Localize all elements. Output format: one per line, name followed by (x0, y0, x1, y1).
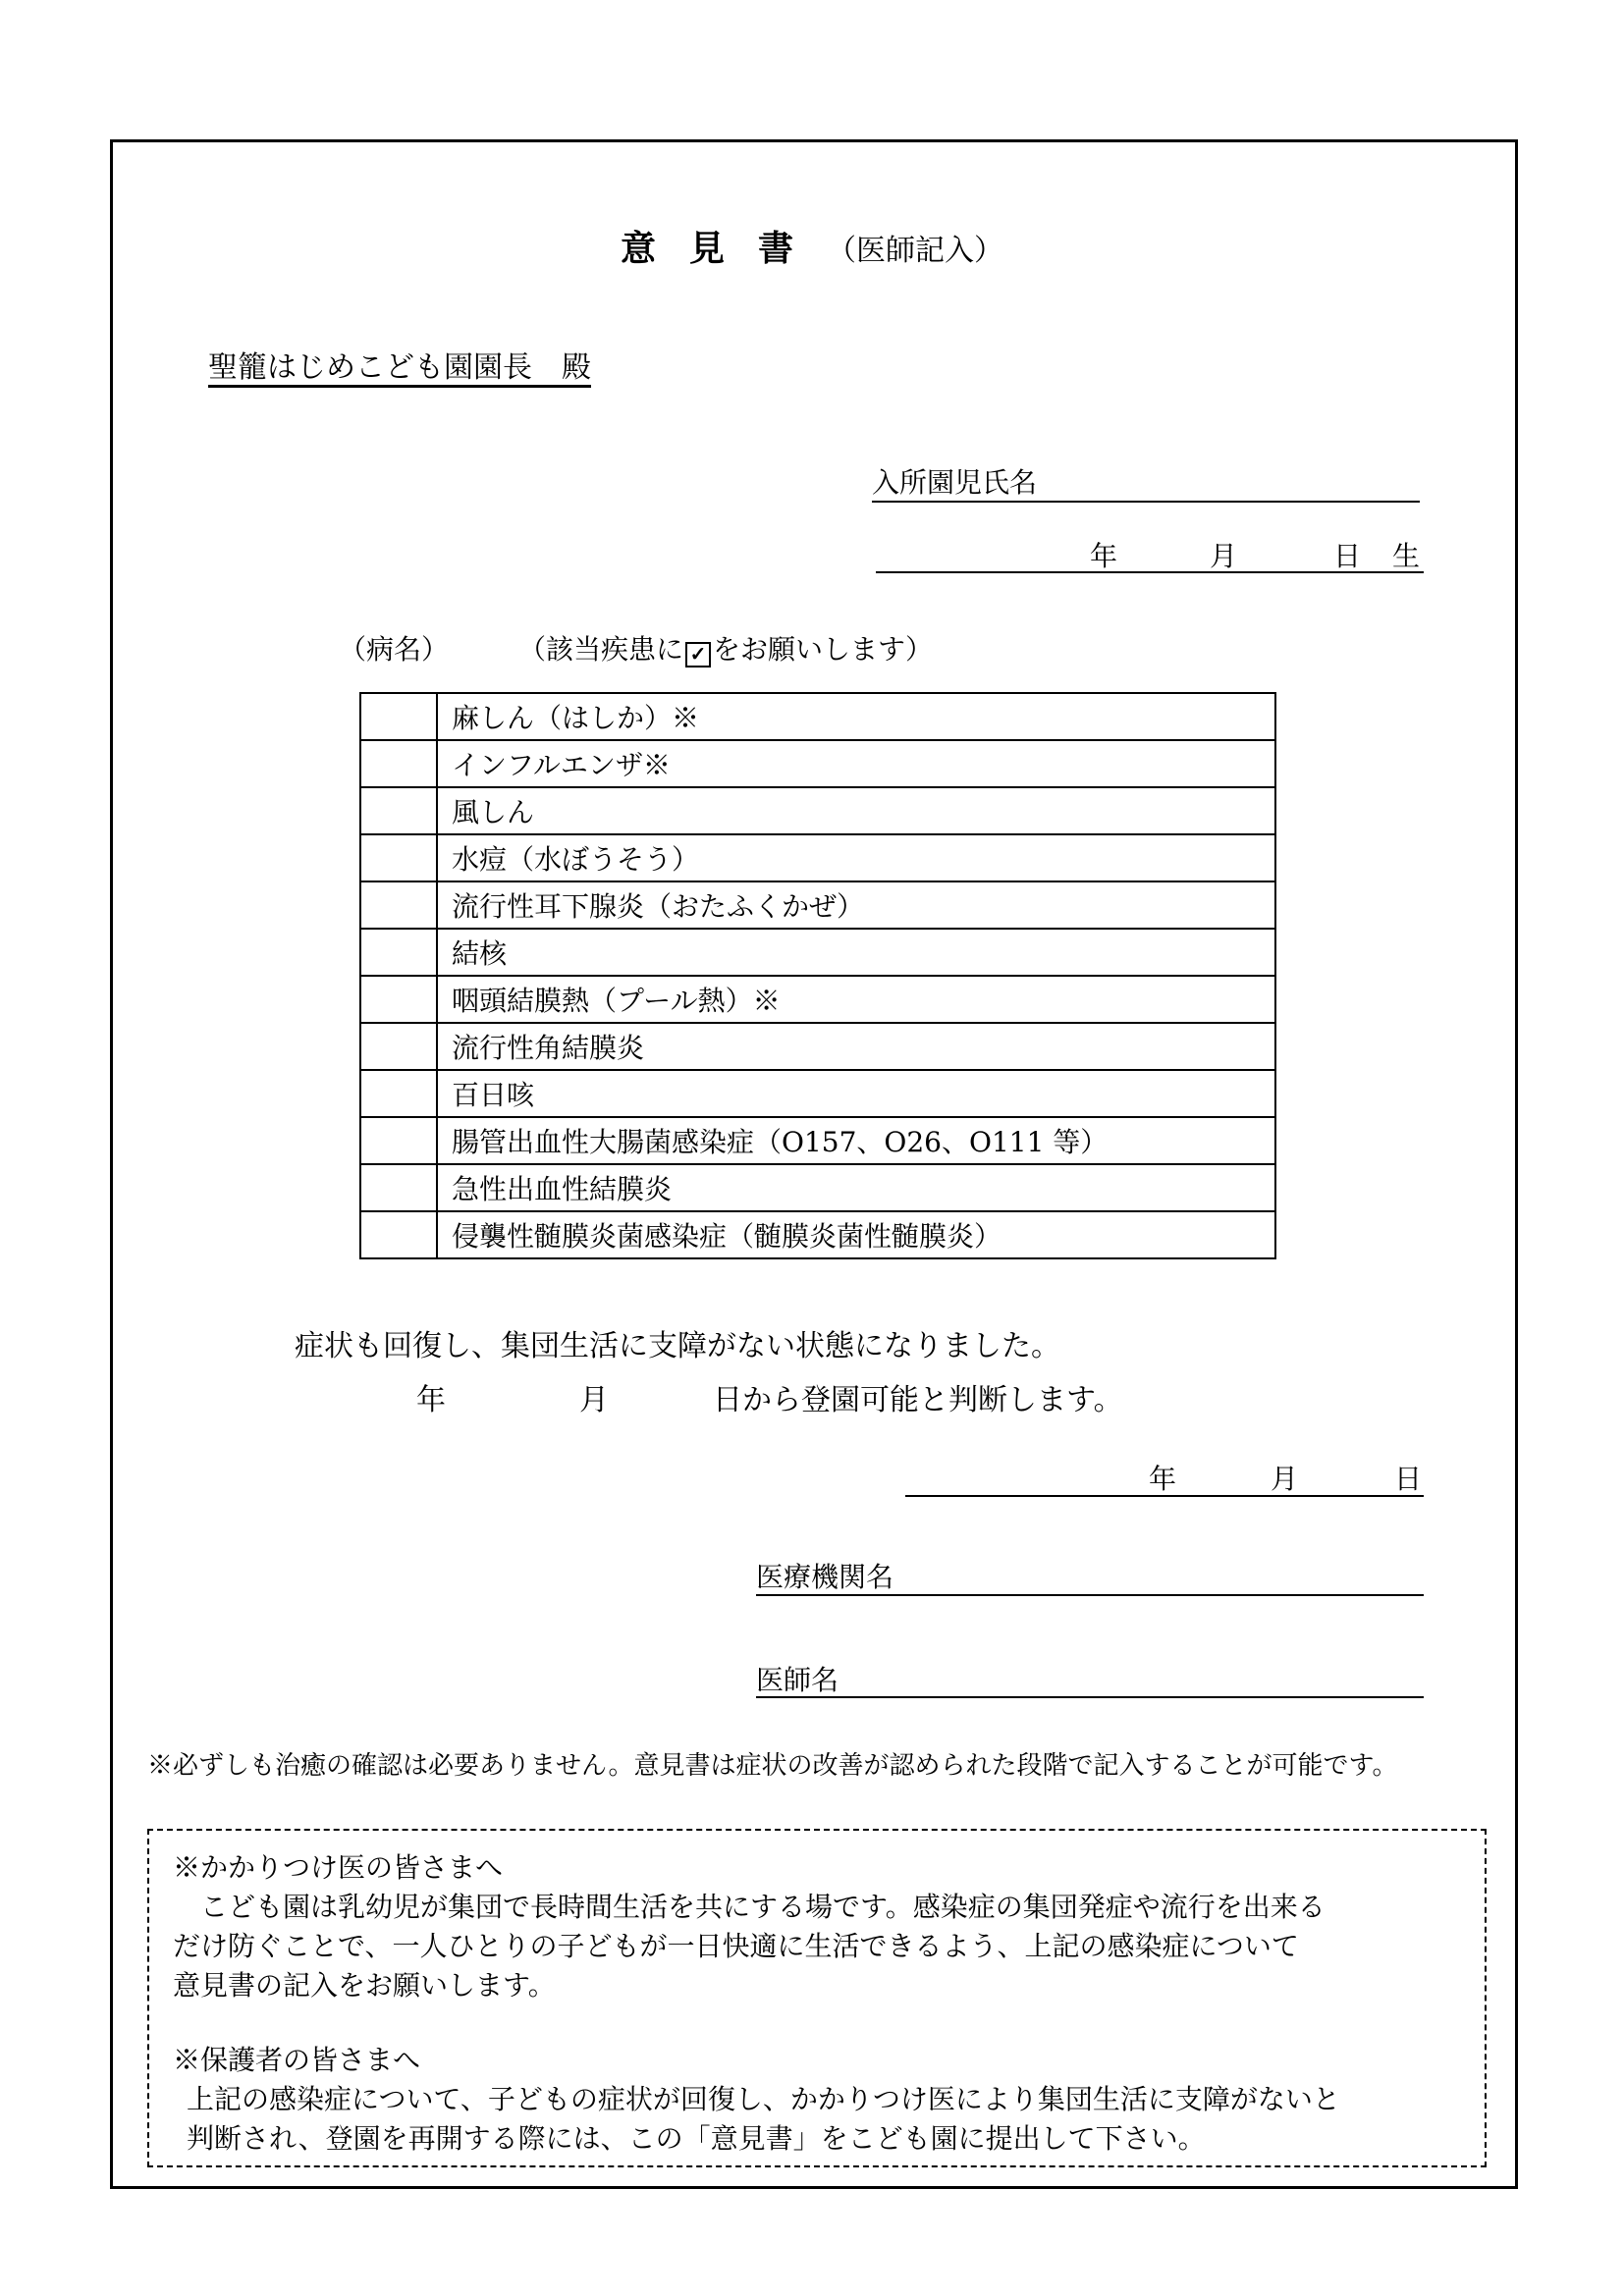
table-row (360, 1211, 1275, 1258)
issue-day-label: 日 (1394, 1463, 1423, 1495)
disease-instruction (518, 633, 934, 666)
table-row (360, 929, 1275, 976)
issue-year-label: 年 (1149, 1463, 1177, 1495)
birth-year-label: 年 (1090, 540, 1118, 572)
addressee: 聖籠はじめこども園園長 殿 (208, 350, 591, 385)
return-date-statement: 日から登園可能と判断します。 (713, 1383, 1123, 1417)
instruction-suffix: をお願いします） (713, 633, 934, 666)
doctors-line-3: 意見書の記入をお願いします。 (173, 1969, 556, 2002)
disease-checkbox[interactable] (360, 740, 437, 787)
birth-suffix-label: 生 (1392, 540, 1421, 572)
disease-name: 咽頭結膜熱（プール熱）※ (437, 976, 1275, 1023)
title-main: 意見書 (620, 228, 827, 269)
disease-section-label: （病名） (339, 633, 450, 666)
notes-box (147, 1829, 1487, 2167)
disease-name: 腸管出血性大腸菌感染症（O157、O26、O111 等） (437, 1117, 1275, 1164)
disease-name: 流行性角結膜炎 (437, 1023, 1275, 1070)
institution-label: 医療機関名 (756, 1561, 894, 1593)
disease-checkbox[interactable] (360, 976, 437, 1023)
disease-name: 風しん (437, 787, 1275, 834)
table-row (360, 976, 1275, 1023)
disease-checkbox[interactable] (360, 1070, 437, 1117)
disease-checkbox[interactable] (360, 881, 437, 929)
guardians-line-2: 判断され、登園を再開する際には、この「意見書」をこども園に提出して下さい。 (187, 2122, 1206, 2155)
doctor-label: 医師名 (756, 1664, 839, 1696)
disease-name: 侵襲性髄膜炎菌感染症（髄膜炎菌性髄膜炎） (437, 1211, 1275, 1258)
disease-checkbox[interactable] (360, 1211, 437, 1258)
table-row (360, 834, 1275, 881)
table-row (360, 1117, 1275, 1164)
table-row (360, 693, 1275, 740)
disease-checkbox[interactable] (360, 834, 437, 881)
table-row (360, 1164, 1275, 1211)
disease-checkbox[interactable] (360, 1023, 437, 1070)
disease-checkbox[interactable] (360, 693, 437, 740)
table-row (360, 881, 1275, 929)
child-name-field[interactable] (872, 501, 1420, 503)
footnote: ※必ずしも治癒の確認は必要ありません。意見書は症状の改善が認められた段階で記入することが可能です。 (147, 1751, 1398, 1781)
disease-name: 麻しん（はしか）※ (437, 693, 1275, 740)
checked-box-icon: ✓ (685, 642, 711, 667)
instruction-prefix: （該当疾患に (518, 633, 684, 666)
institution-field[interactable] (756, 1594, 1424, 1596)
guardians-heading: ※保護者の皆さまへ (173, 2044, 421, 2076)
birth-month-label: 月 (1210, 540, 1238, 572)
disease-name: 結核 (437, 929, 1275, 976)
doctors-line-1: こども園は乳幼児が集団で長時間生活を共にする場です。感染症の集団発症や流行を出来る (200, 1891, 1326, 1923)
table-row (360, 1070, 1275, 1117)
disease-checkbox[interactable] (360, 1117, 437, 1164)
table-row (360, 787, 1275, 834)
return-year-label: 年 (416, 1383, 446, 1417)
disease-name: 急性出血性結膜炎 (437, 1164, 1275, 1211)
disease-name: 百日咳 (437, 1070, 1275, 1117)
doctor-field[interactable] (756, 1696, 1424, 1698)
disease-table (359, 692, 1276, 1259)
title-sub: （医師記入） (827, 234, 1003, 268)
document-title (0, 228, 1624, 269)
child-name-label: 入所園児氏名 (872, 466, 1038, 499)
recovery-statement: 症状も回復し、集団生活に支障がない状態になりました。 (295, 1329, 1060, 1363)
disease-name: 水痘（水ぼうそう） (437, 834, 1275, 881)
disease-checkbox[interactable] (360, 787, 437, 834)
table-row (360, 1023, 1275, 1070)
disease-name: インフルエンザ※ (437, 740, 1275, 787)
doctors-line-2: だけ防ぐことで、一人ひとりの子どもが一日快適に生活できるよう、上記の感染症について (173, 1930, 1299, 1962)
doctors-heading: ※かかりつけ医の皆さまへ (173, 1851, 504, 1884)
table-row (360, 740, 1275, 787)
issue-month-label: 月 (1271, 1463, 1299, 1495)
disease-checkbox[interactable] (360, 929, 437, 976)
return-month-label: 月 (579, 1383, 609, 1417)
disease-checkbox[interactable] (360, 1164, 437, 1211)
issue-date-field[interactable] (905, 1495, 1424, 1497)
guardians-line-1: 上記の感染症について、子どもの症状が回復し、かかりつけ医により集団生活に支障がないと (187, 2083, 1340, 2115)
birth-day-label: 日 (1333, 540, 1362, 572)
disease-name: 流行性耳下腺炎（おたふくかぜ） (437, 881, 1275, 929)
